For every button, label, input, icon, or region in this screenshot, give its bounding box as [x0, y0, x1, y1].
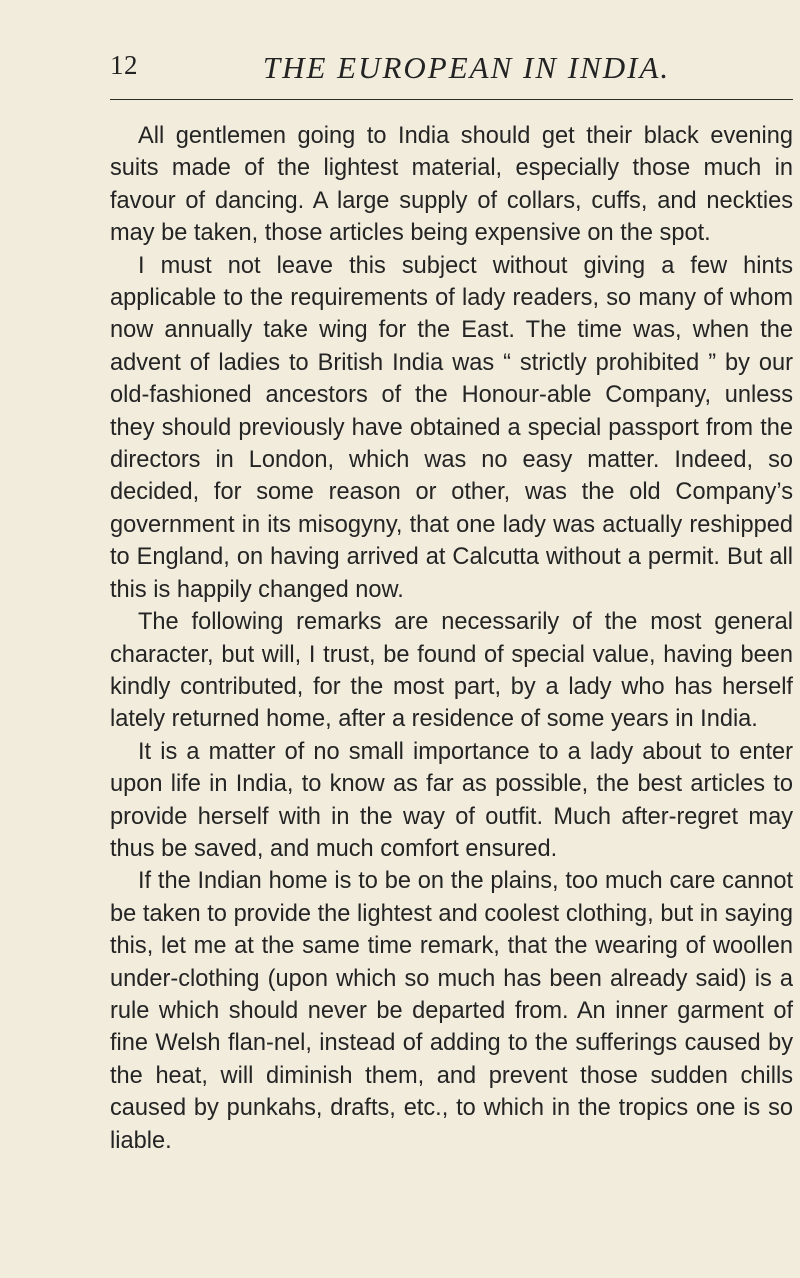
- page-number: 12: [110, 50, 138, 80]
- paragraph-gentlemen-suits: All gentlemen going to India should get their black evening suits made of the lightest material, especially those much in favour of dancing. A large supply of collars, cuffs, and neckties may be taken, those articles being expensive on the spot.: [110, 123, 793, 247]
- paragraph-clothing-plains: If the Indian home is to be on the plains, too much care cannot be taken to provide the lightest and coolest clothing, but in saying this, let me at the same time remark, that the wearing of woollen under-clothing (upon which so much has been already said) is a rule which should never be departed from. An inner garment of fine Welsh flan-nel, instead of adding to the sufferings caused by the heat, will diminish them, and prevent those sudden chills caused by punkahs, drafts, etc., to which in the tropics one is so liable.: [110, 868, 793, 1154]
- header-rule: [110, 99, 793, 100]
- paragraph-outfit-importance: It is a matter of no small importance to a lady about to enter upon life in India, to know as far as possible, the best articles to provide herself with in the way of outfit. Much after-regret may thus be saved, and much comfort ensured.: [110, 738, 793, 862]
- body-text: [110, 120, 793, 1157]
- running-title: THE EUROPEAN IN INDIA.: [262, 50, 671, 85]
- paragraph-general-remarks: The following remarks are necessarily of the most general character, but will, I trust, be found of special value, having been kindly contributed, for the most part, by a lady who has herself lately returned home, after a residence of some years in India.: [110, 609, 793, 733]
- running-head: [110, 50, 793, 90]
- paragraph-lady-readers: I must not leave this subject without giving a few hints applicable to the requirements of lady readers, so many of whom now annually take wing for the East. The time was, when the advent of ladies to British India was “ strictly prohibited ” by our old-fashioned ancestors of the Honour-able Company, unless they should previously have obtained a special passport from the directors in London, which was no easy matter. Indeed, so decided, for some reason or other, was the old Company’s government in its misogyny, that one lady was actually reshipped to England, on having arrived at Calcutta without a permit. But all this is happily changed now.: [110, 252, 793, 603]
